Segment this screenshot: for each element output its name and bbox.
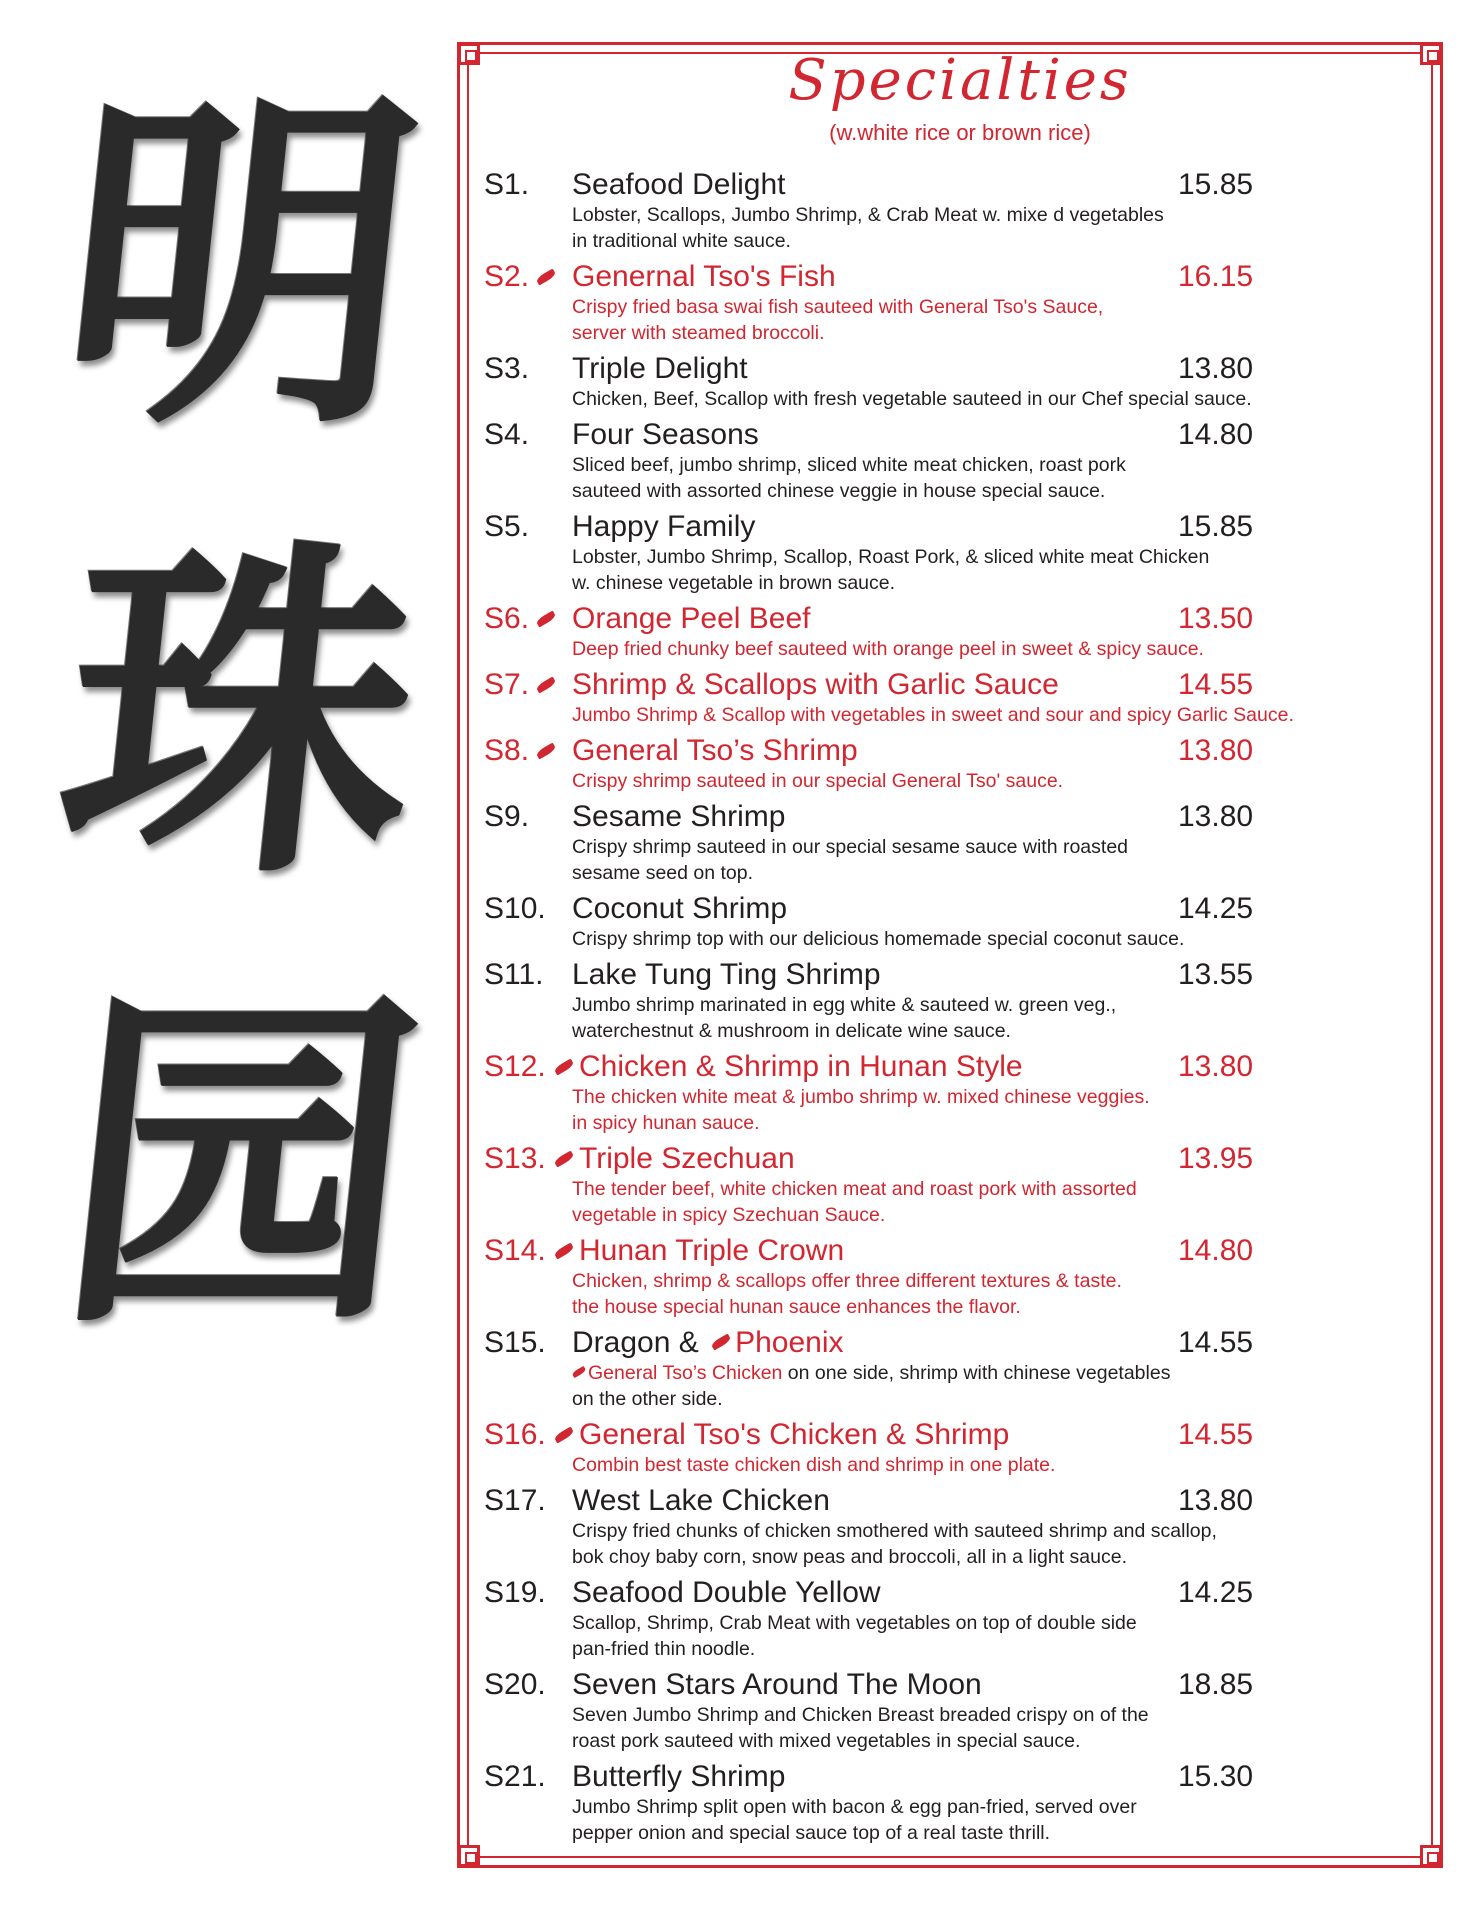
item-description bbox=[572, 1176, 1432, 1228]
menu-item-header bbox=[484, 734, 1414, 768]
chili-pepper-icon bbox=[535, 743, 556, 760]
description-text: on one side, shrimp with chinese vegetables bbox=[782, 1362, 1171, 1384]
item-description bbox=[572, 636, 1432, 662]
description-line: on the other side. bbox=[572, 1388, 723, 1410]
item-name: General Tso’s Shrimp bbox=[572, 734, 858, 767]
description-line: Jumbo Shrimp split open with bacon & egg pan-fried, served over bbox=[572, 1796, 1137, 1818]
description-line: bok choy baby corn, snow peas and broccoli, all in a light sauce. bbox=[572, 1546, 1127, 1568]
description-line: Seven Jumbo Shrimp and Chicken Breast breaded crispy on of the bbox=[572, 1704, 1149, 1726]
corner-ornament bbox=[458, 43, 480, 65]
menu-item-header bbox=[484, 260, 1414, 294]
menu-item bbox=[484, 892, 1414, 952]
menu-item-header bbox=[484, 1326, 1414, 1360]
corner-ornament bbox=[458, 1845, 480, 1867]
item-price: 13.80 bbox=[1178, 352, 1254, 385]
item-name: Shrimp & Scallops with Garlic Sauce bbox=[572, 668, 1059, 701]
item-description bbox=[572, 544, 1432, 596]
description-line: Deep fried chunky beef sauteed with orange peel in sweet & spicy sauce. bbox=[572, 638, 1204, 660]
description-line: pepper onion and special sauce top of a real taste thrill. bbox=[572, 1822, 1051, 1844]
item-name: Hunan Triple Crown bbox=[579, 1234, 845, 1267]
menu-item-header bbox=[484, 1234, 1414, 1268]
item-description bbox=[572, 452, 1432, 504]
item-description bbox=[572, 1794, 1432, 1846]
item-description bbox=[572, 1610, 1432, 1662]
menu-item bbox=[484, 800, 1414, 886]
menu-item-header bbox=[484, 1484, 1414, 1518]
menu-item-header bbox=[484, 1576, 1414, 1610]
calligraphy-char: 珠 bbox=[43, 509, 437, 921]
item-name: Genernal Tso's Fish bbox=[572, 260, 836, 293]
item-price: 14.25 bbox=[1178, 1576, 1254, 1609]
item-price: 14.55 bbox=[1178, 1418, 1254, 1451]
item-name: Four Seasons bbox=[572, 418, 759, 451]
chili-pepper-icon bbox=[535, 677, 556, 694]
item-price: 13.80 bbox=[1178, 734, 1254, 767]
description-line: Scallop, Shrimp, Crab Meat with vegetables on top of double side bbox=[572, 1612, 1137, 1634]
item-number: S19. bbox=[484, 1576, 546, 1609]
menu-item-header bbox=[484, 168, 1414, 202]
item-name: General Tso's Chicken & Shrimp bbox=[579, 1418, 1010, 1451]
description-line: The chicken white meat & jumbo shrimp w. mixed chinese veggies. bbox=[572, 1086, 1150, 1108]
description-line: Jumbo shrimp marinated in egg white & sauteed w. green veg., bbox=[572, 994, 1117, 1016]
item-name: Seafood Double Yellow bbox=[572, 1576, 881, 1609]
item-number: S8. bbox=[484, 734, 530, 767]
item-description bbox=[572, 1084, 1432, 1136]
chili-pepper-icon bbox=[571, 1366, 586, 1378]
description-line: Jumbo Shrimp & Scallop with vegetables in sweet and sour and spicy Garlic Sauce. bbox=[572, 704, 1294, 726]
menu-item bbox=[484, 168, 1414, 254]
item-name: Butterfly Shrimp bbox=[572, 1760, 786, 1793]
item-number: S2. bbox=[484, 260, 530, 293]
description-line: Combin best taste chicken dish and shrimp in one plate. bbox=[572, 1454, 1056, 1476]
description-line: Lobster, Scallops, Jumbo Shrimp, & Crab Meat w. mixe d vegetables bbox=[572, 204, 1164, 226]
description-line: roast pork sauteed with mixed vegetables in special sauce. bbox=[572, 1730, 1081, 1752]
item-price: 14.55 bbox=[1178, 668, 1254, 701]
chili-pepper-icon bbox=[535, 611, 556, 628]
menu-subtitle: (w.white rice or brown rice) bbox=[829, 120, 1091, 145]
item-name: Triple Delight bbox=[572, 352, 748, 385]
menu-item-header bbox=[484, 602, 1414, 636]
description-line: server with steamed broccoli. bbox=[572, 322, 825, 344]
item-price: 14.55 bbox=[1178, 1326, 1254, 1359]
chili-pepper-icon bbox=[535, 269, 556, 286]
item-number: S3. bbox=[484, 352, 530, 385]
item-description bbox=[572, 926, 1432, 952]
item-price: 18.85 bbox=[1178, 1668, 1254, 1701]
item-description bbox=[572, 1268, 1432, 1320]
corner-ornament bbox=[1420, 1845, 1442, 1867]
description-line: sauteed with assorted chinese veggie in house special sauce. bbox=[572, 480, 1106, 502]
item-price: 16.15 bbox=[1178, 260, 1254, 293]
menu-item bbox=[484, 1142, 1414, 1228]
chili-pepper-icon bbox=[710, 1334, 731, 1351]
description-line: sesame seed on top. bbox=[572, 862, 754, 884]
menu-item-header bbox=[484, 1668, 1414, 1702]
description-line: Crispy shrimp sauteed in our special sesame sauce with roasted bbox=[572, 836, 1129, 858]
menu-item bbox=[484, 1234, 1414, 1320]
description-line: Crispy shrimp top with our delicious homemade special coconut sauce. bbox=[572, 928, 1185, 950]
menu-item bbox=[484, 958, 1414, 1044]
item-price: 13.80 bbox=[1178, 1050, 1254, 1083]
description-line: pan-fried thin noodle. bbox=[572, 1638, 756, 1660]
menu-item bbox=[484, 602, 1414, 662]
item-price: 15.85 bbox=[1178, 168, 1254, 201]
menu-list bbox=[484, 168, 1414, 1852]
menu-item bbox=[484, 1484, 1414, 1570]
item-number: S12. bbox=[484, 1050, 546, 1083]
description-line: waterchestnut & mushroom in delicate wine sauce. bbox=[572, 1020, 1011, 1042]
item-number: S16. bbox=[484, 1418, 546, 1451]
item-number: S5. bbox=[484, 510, 530, 543]
description-line: Lobster, Jumbo Shrimp, Scallop, Roast Pork, & sliced white meat Chicken bbox=[572, 546, 1210, 568]
item-description bbox=[572, 834, 1432, 886]
item-description bbox=[572, 294, 1432, 346]
menu-item bbox=[484, 510, 1414, 596]
item-number: S9. bbox=[484, 800, 530, 833]
item-name: West Lake Chicken bbox=[572, 1484, 830, 1517]
menu-item bbox=[484, 260, 1414, 346]
menu-item-header bbox=[484, 418, 1414, 452]
item-price: 13.80 bbox=[1178, 1484, 1254, 1517]
item-name: Orange Peel Beef bbox=[572, 602, 811, 635]
item-number: S21. bbox=[484, 1760, 546, 1793]
description-line: Crispy shrimp sauteed in our special General Tso' sauce. bbox=[572, 770, 1064, 792]
description-line: in traditional white sauce. bbox=[572, 230, 791, 252]
item-price: 13.55 bbox=[1178, 958, 1254, 991]
item-number: S7. bbox=[484, 668, 530, 701]
calligraphy-char: 园 bbox=[43, 959, 437, 1371]
item-name bbox=[572, 1326, 844, 1360]
item-number: S17. bbox=[484, 1484, 546, 1517]
description-line: vegetable in spicy Szechuan Sauce. bbox=[572, 1204, 886, 1226]
description-highlight: General Tso’s Chicken bbox=[588, 1362, 783, 1384]
menu-item-header bbox=[484, 352, 1414, 386]
item-price: 13.80 bbox=[1178, 800, 1254, 833]
menu-item bbox=[484, 1050, 1414, 1136]
description-line: Chicken, Beef, Scallop with fresh vegetable sauteed in our Chef special sauce. bbox=[572, 388, 1252, 410]
item-price: 15.85 bbox=[1178, 510, 1254, 543]
menu-item bbox=[484, 734, 1414, 794]
item-description bbox=[572, 202, 1432, 254]
menu-item bbox=[484, 1668, 1414, 1754]
description-line: Sliced beef, jumbo shrimp, sliced white meat chicken, roast pork bbox=[572, 454, 1126, 476]
description-line: Crispy fried basa swai fish sauteed with General Tso's Sauce, bbox=[572, 296, 1104, 318]
item-number: S15. bbox=[484, 1326, 546, 1359]
item-name-part: Phoenix bbox=[735, 1326, 844, 1359]
menu-item bbox=[484, 1760, 1414, 1846]
item-description bbox=[572, 386, 1432, 412]
item-price: 15.30 bbox=[1178, 1760, 1254, 1793]
item-price: 14.80 bbox=[1178, 418, 1254, 451]
item-name: Sesame Shrimp bbox=[572, 800, 786, 833]
menu-title: Specialties bbox=[788, 48, 1132, 113]
item-name: Happy Family bbox=[572, 510, 756, 543]
item-name: Chicken & Shrimp in Hunan Style bbox=[579, 1050, 1023, 1083]
item-description bbox=[572, 1518, 1432, 1570]
item-name: Triple Szechuan bbox=[579, 1142, 795, 1175]
item-price: 13.95 bbox=[1178, 1142, 1254, 1175]
item-number: S1. bbox=[484, 168, 530, 201]
chili-pepper-icon bbox=[553, 1059, 574, 1076]
item-description bbox=[572, 1702, 1432, 1754]
item-number: S11. bbox=[484, 958, 544, 991]
item-price: 13.50 bbox=[1178, 602, 1254, 635]
menu-item-header bbox=[484, 958, 1414, 992]
menu-item-header bbox=[484, 1050, 1414, 1084]
description-line: in spicy hunan sauce. bbox=[572, 1112, 760, 1134]
menu-item-header bbox=[484, 1760, 1414, 1794]
item-number: S13. bbox=[484, 1142, 546, 1175]
item-price: 14.25 bbox=[1178, 892, 1254, 925]
menu-item-header bbox=[484, 800, 1414, 834]
menu-item bbox=[484, 352, 1414, 412]
menu-item bbox=[484, 418, 1414, 504]
menu-item bbox=[484, 1418, 1414, 1478]
menu-item-header bbox=[484, 668, 1414, 702]
item-description bbox=[572, 1452, 1432, 1478]
item-description bbox=[572, 702, 1432, 728]
item-description bbox=[572, 768, 1432, 794]
item-name: Coconut Shrimp bbox=[572, 892, 788, 925]
menu-item bbox=[484, 668, 1414, 728]
description-line: the house special hunan sauce enhances the flavor. bbox=[572, 1296, 1021, 1318]
menu-item-header bbox=[484, 1142, 1414, 1176]
calligraphy-column bbox=[40, 59, 440, 1371]
item-name: Seafood Delight bbox=[572, 168, 786, 201]
menu-item bbox=[484, 1576, 1414, 1662]
item-name: Seven Stars Around The Moon bbox=[572, 1668, 982, 1701]
item-number: S4. bbox=[484, 418, 530, 451]
item-number: S14. bbox=[484, 1234, 546, 1267]
item-number: S6. bbox=[484, 602, 530, 635]
menu-item-header bbox=[484, 1418, 1414, 1452]
description-line: Chicken, shrimp & scallops offer three different textures & taste. bbox=[572, 1270, 1122, 1292]
chili-pepper-icon bbox=[553, 1243, 574, 1260]
item-name: Lake Tung Ting Shrimp bbox=[572, 958, 881, 991]
item-number: S10. bbox=[484, 892, 546, 925]
item-name-part: Dragon & bbox=[572, 1326, 708, 1359]
menu-item bbox=[484, 1326, 1414, 1412]
item-price: 14.80 bbox=[1178, 1234, 1254, 1267]
item-description bbox=[572, 992, 1432, 1044]
menu-item-header bbox=[484, 892, 1414, 926]
chili-pepper-icon bbox=[553, 1427, 574, 1444]
corner-ornament bbox=[1420, 43, 1442, 65]
description-line: Crispy fried chunks of chicken smothered with sauteed shrimp and scallop, bbox=[572, 1520, 1217, 1542]
description-line: The tender beef, white chicken meat and roast pork with assorted bbox=[572, 1178, 1137, 1200]
item-description bbox=[572, 1360, 1432, 1412]
description-line bbox=[572, 1360, 1432, 1386]
chili-pepper-icon bbox=[553, 1151, 574, 1168]
calligraphy-char: 明 bbox=[43, 59, 437, 471]
item-number: S20. bbox=[484, 1668, 546, 1701]
description-line: w. chinese vegetable in brown sauce. bbox=[572, 572, 896, 594]
menu-item-header bbox=[484, 510, 1414, 544]
